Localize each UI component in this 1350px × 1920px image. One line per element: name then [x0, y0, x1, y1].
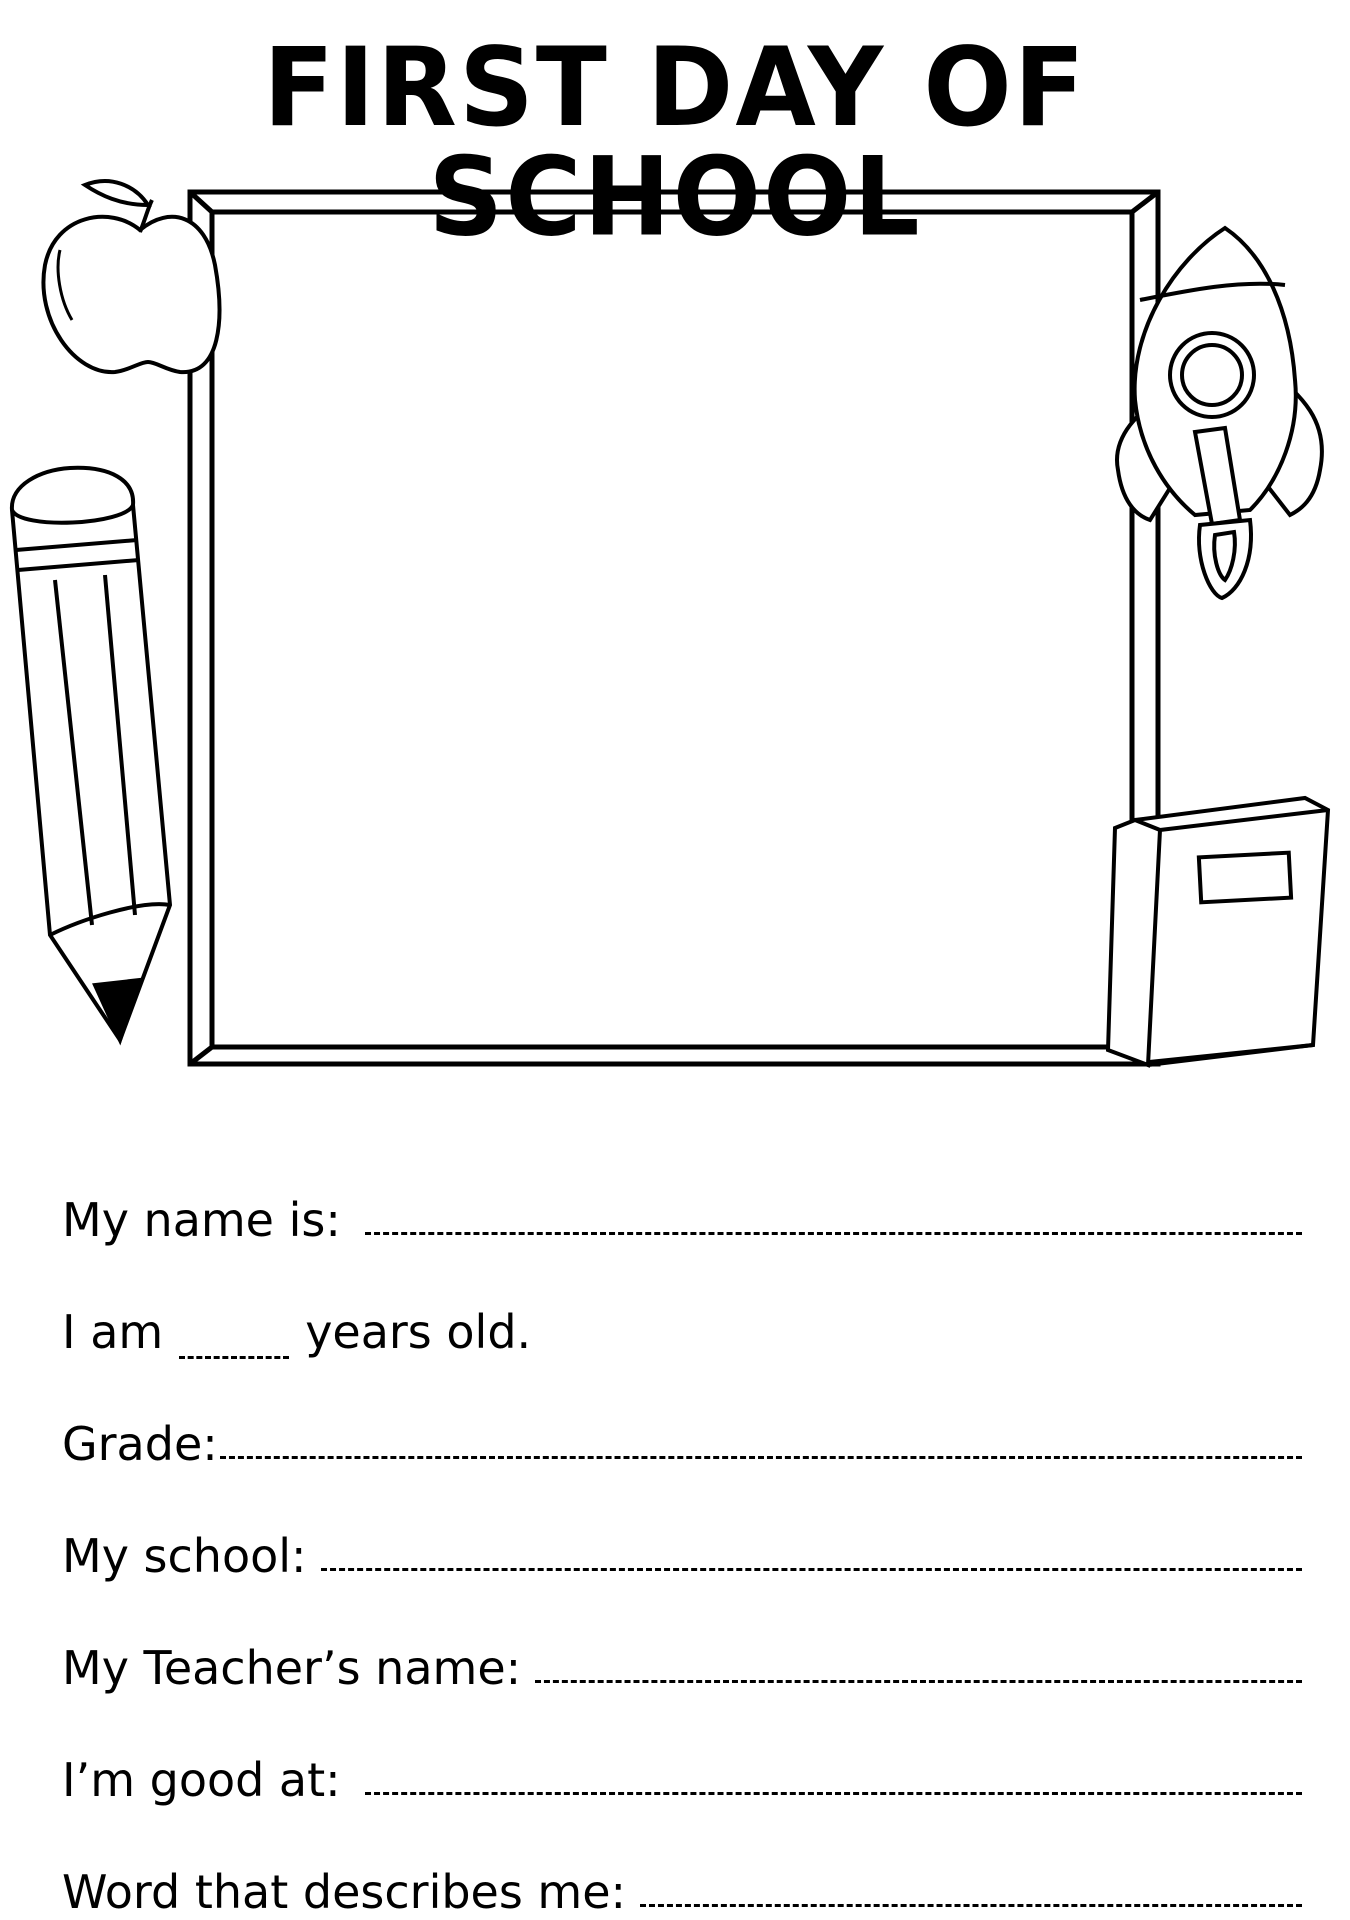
- name-blank[interactable]: [365, 1232, 1302, 1235]
- book-icon: [1108, 798, 1328, 1065]
- word-row[interactable]: [62, 1807, 1302, 1919]
- info-form: [62, 1135, 1302, 1919]
- age-blank[interactable]: [179, 1356, 289, 1359]
- teacher-row[interactable]: [62, 1583, 1302, 1695]
- pencil-icon: [12, 468, 170, 1040]
- school-blank[interactable]: [321, 1568, 1302, 1571]
- apple-icon: [43, 181, 219, 372]
- good-at-label: I’m good at:: [62, 1753, 341, 1807]
- age-prefix: I am: [62, 1305, 164, 1359]
- good-at-row[interactable]: [62, 1695, 1302, 1807]
- school-label: My school:: [62, 1529, 307, 1583]
- word-label: Word that describes me:: [62, 1865, 627, 1919]
- grade-blank[interactable]: [220, 1456, 1302, 1459]
- grade-row[interactable]: [62, 1359, 1302, 1471]
- grade-label: Grade:: [62, 1417, 218, 1471]
- word-blank[interactable]: [640, 1904, 1302, 1907]
- teacher-label: My Teacher’s name:: [62, 1641, 522, 1695]
- age-suffix: years old.: [305, 1305, 532, 1359]
- age-row[interactable]: [62, 1247, 1302, 1359]
- photo-frame[interactable]: [190, 192, 1158, 1064]
- name-row[interactable]: [62, 1135, 1302, 1247]
- good-at-blank[interactable]: [365, 1792, 1302, 1795]
- school-row[interactable]: [62, 1471, 1302, 1583]
- teacher-blank[interactable]: [535, 1680, 1302, 1683]
- rocket-icon: [1117, 228, 1322, 598]
- page-title: FIRST DAY OF SCHOOL: [263, 23, 1087, 261]
- name-label: My name is:: [62, 1193, 341, 1247]
